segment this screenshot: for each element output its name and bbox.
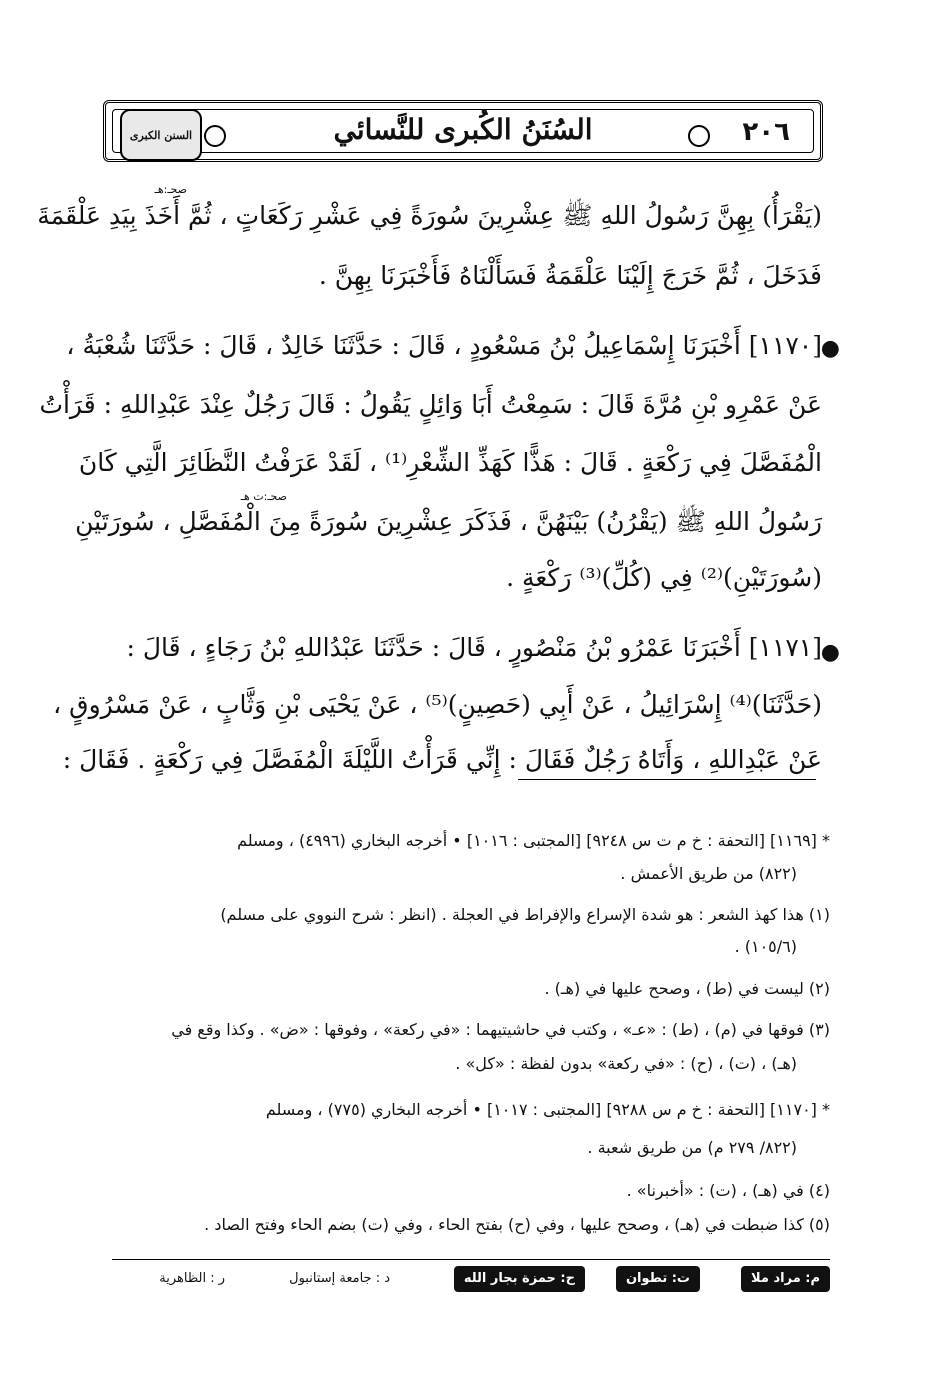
hadith-1171-line: (حَدَّثَنَا)⁽⁴⁾ إِسْرَائِيلُ ، عَنْ أَبِي (حَصِينٍ)⁽⁵⁾ ، عَنْ يَحْيَى بْنِ وَثَّابٍ ، عَنْ مَسْرُوقٍ ، [53,690,822,719]
footnote-line: (٥) كذا ضبطت في (هـ) ، وصحح عليها ، وفي (ح) بفتح الحاء ، وفي (ت) بضم الحاء وفتح الصاد . [204,1215,830,1234]
footnote-line: (٨٢٢/ ٢٧٩ م) من طريق شعبة . [587,1138,797,1157]
manuscript-key-r: ر : الظاهرية [159,1271,225,1286]
footnote-line: (هـ) ، (ت) ، (ح) : «في ركعة» بدون لفظة : «كل» . [455,1054,797,1073]
hadith-1170-line: عَنْ عَمْرِو بْنِ مُرَّةَ قَالَ : سَمِعْتُ أَبَا وَائِلٍ يَقُولُ : قَالَ رَجُلٌ عِنْدَ عَبْدِاللهِ : قَرَأْتُ [39,390,822,419]
footnote-line: * [١١٦٩] [التحفة : خ م ت س ٩٢٤٨] [المجتبى : ١٠١٦] • أخرجه البخاري (٤٩٩٦) ، ومسلم [237,831,830,850]
footnote-line: (١٠٥/٦) . [734,937,797,956]
manuscript-key-d: د : جامعة إستانبول [289,1271,390,1286]
footnote-line: (٨٢٢) من طريق الأعمش . [620,864,797,883]
page-header [103,100,823,162]
footnote-separator [518,779,816,780]
manuscript-key-t: ت: تطوان [616,1266,700,1292]
book-title: السُنَنُ الكُبرى للنَّسائي [333,113,593,146]
manuscript-key-m: م: مراد ملا [741,1266,830,1292]
hadith-1170-line: [١١٧٠] أَخْبَرَنَا إِسْمَاعِيلُ بْنُ مَسْعُودٍ ، قَالَ : حَدَّثَنَا خَالِدٌ ، قَالَ : حَدَّثَنَا شُعْبَةُ ، [66,331,822,360]
hadith-1171-line: عَنْ عَبْدِاللهِ ، وَأَتَاهُ رَجُلٌ فَقَالَ : إِنِّي قَرَأْتُ اللَّيْلَةَ الْمُفَصَّلَ فِي رَكْعَةٍ . فَقَالَ : [62,745,822,774]
footnote-line: (٢) ليست في (ط) ، وصحح عليها في (هـ) . [544,979,830,998]
hadith-1170-line: الْمُفَصَّلَ فِي رَكْعَةٍ . قَالَ : هَذًّا كَهَذِّ الشِّعْرِ⁽¹⁾ ، لَقَدْ عَرَفْتُ النَّظَائِرَ الَّتِي كَانَ [78,448,822,477]
page-number: ٢٠٦ [742,117,790,147]
footnote-line: (١) هذا كهذ الشعر : هو شدة الإسراع والإفراط في العجلة . (انظر : شرح النووي على مسلم) [220,905,830,924]
hadith-1171-line: [١١٧١] أَخْبَرَنَا عَمْرُو بْنُ مَنْصُورٍ ، قَالَ : حَدَّثَنَا عَبْدُاللهِ بْنُ رَجَاءٍ ، قَالَ : [126,633,822,662]
book-seal: السنن الكبرى [120,109,202,161]
text-line: فَدَخَلَ ، ثُمَّ خَرَجَ إِلَيْنَا عَلْقَمَةُ فَسَأَلْنَاهُ فَأَخْبَرَنَا بِهِنَّ . [318,261,822,290]
manuscript-key-h: ح: حمزة بجار الله [454,1266,585,1292]
bullet-icon: ● [820,640,840,665]
footnote-line: * [١١٧٠] [التحفة : خ م س ٩٢٨٨] [المجتبى : ١٠١٧] • أخرجه البخاري (٧٧٥) ، ومسلم [265,1100,830,1119]
footnote-line: (٣) فوقها في (م) ، (ط) : «عـ» ، وكتب في حاشيتيهما : «في ركعة» ، وفوقها : «ض» . وكذا وقع في [171,1020,830,1039]
footer-rule [112,1259,830,1260]
manuscript-annotation: صحـ:ت هـ [240,490,287,503]
bullet-icon: ● [820,336,840,361]
hadith-1170-line: (سُورَتَيْنِ)⁽²⁾ فِي (كُلِّ)⁽³⁾ رَكْعَةٍ . [506,563,822,592]
manuscript-legend [112,1266,830,1296]
hadith-1170-line: رَسُولُ اللهِ ﷺ (يَقْرُنُ) بَيْنَهُنَّ ، فَذَكَرَ عِشْرِينَ سُورَةً مِنَ الْمُفَصَّلِ ، سُورَتَيْنِ [75,507,822,536]
footnote-line: (٤) في (هـ) ، (ت) : «أخبرنا» . [626,1181,830,1200]
text-line: (يَقْرَأُ) بِهِنَّ رَسُولُ اللهِ ﷺ عِشْرِينَ سُورَةً فِي عَشْرِ رَكَعَاتٍ ، ثُمَّ أَخَذَ بِيَدِ عَلْقَمَةَ [37,201,822,230]
manuscript-annotation: صحـ:هـ [154,183,187,196]
